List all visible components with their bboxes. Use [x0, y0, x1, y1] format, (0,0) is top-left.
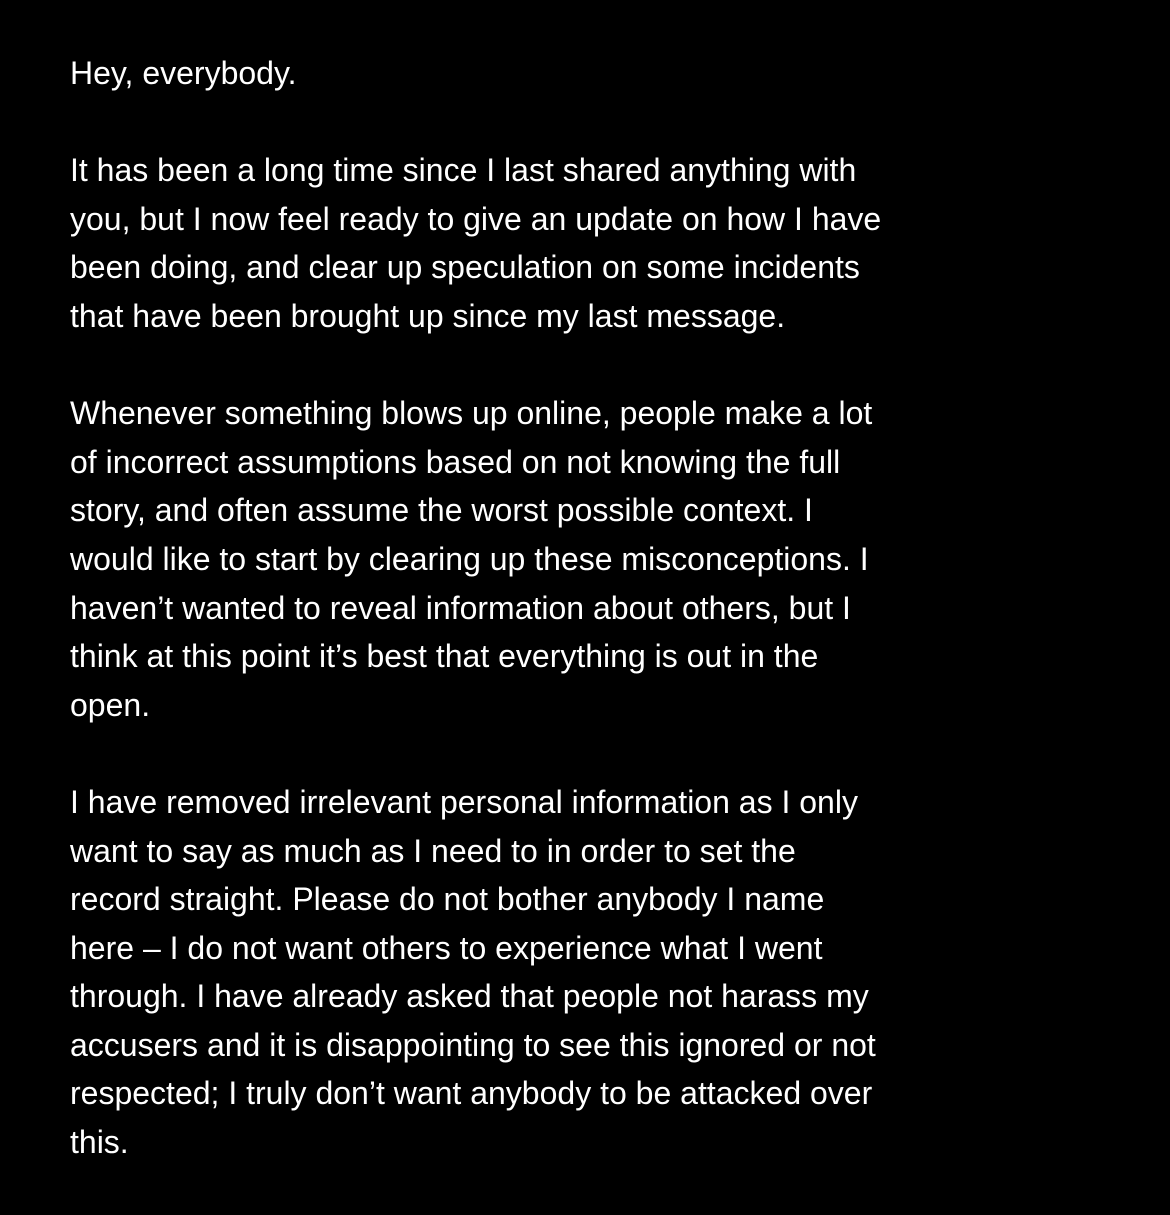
text-line: want to say as much as I need to in order to set the — [70, 832, 796, 869]
text-line: through. I have already asked that people not harass my — [70, 978, 869, 1015]
paragraph-update — [70, 146, 1130, 340]
paragraph-misconceptions — [70, 389, 1130, 729]
text-line: here – I do not want others to experience what I went — [70, 929, 823, 966]
text-line: that have been brought up since my last message. — [70, 297, 786, 334]
text-line: this. — [70, 1124, 129, 1161]
text-line: Whenever something blows up online, people make a lot — [70, 395, 873, 432]
paragraph-request — [70, 778, 1130, 1167]
text-line: story, and often assume the worst possible context. I — [70, 492, 813, 529]
text-line: haven’t wanted to reveal information about others, but I — [70, 589, 851, 626]
paragraph-greeting — [70, 49, 1130, 98]
text-line: respected; I truly don’t want anybody to be attacked over — [70, 1075, 873, 1112]
text-line: open. — [70, 686, 151, 723]
text-line: It has been a long time since I last shared anything with — [70, 152, 857, 189]
text-line: think at this point it’s best that everything is out in the — [70, 638, 819, 675]
text-line: would like to start by clearing up these misconceptions. I — [70, 540, 869, 577]
text-line: record straight. Please do not bother anybody I name — [70, 881, 825, 918]
text-line: Hey, everybody. — [70, 55, 297, 91]
text-line: been doing, and clear up speculation on some incidents — [70, 249, 860, 286]
text-line: you, but I now feel ready to give an update on how I have — [70, 200, 882, 237]
text-line: I have removed irrelevant personal information as I only — [70, 783, 858, 820]
text-line: accusers and it is disappointing to see this ignored or not — [70, 1026, 876, 1063]
text-line: of incorrect assumptions based on not knowing the full — [70, 443, 841, 480]
statement-text — [70, 49, 1130, 1215]
